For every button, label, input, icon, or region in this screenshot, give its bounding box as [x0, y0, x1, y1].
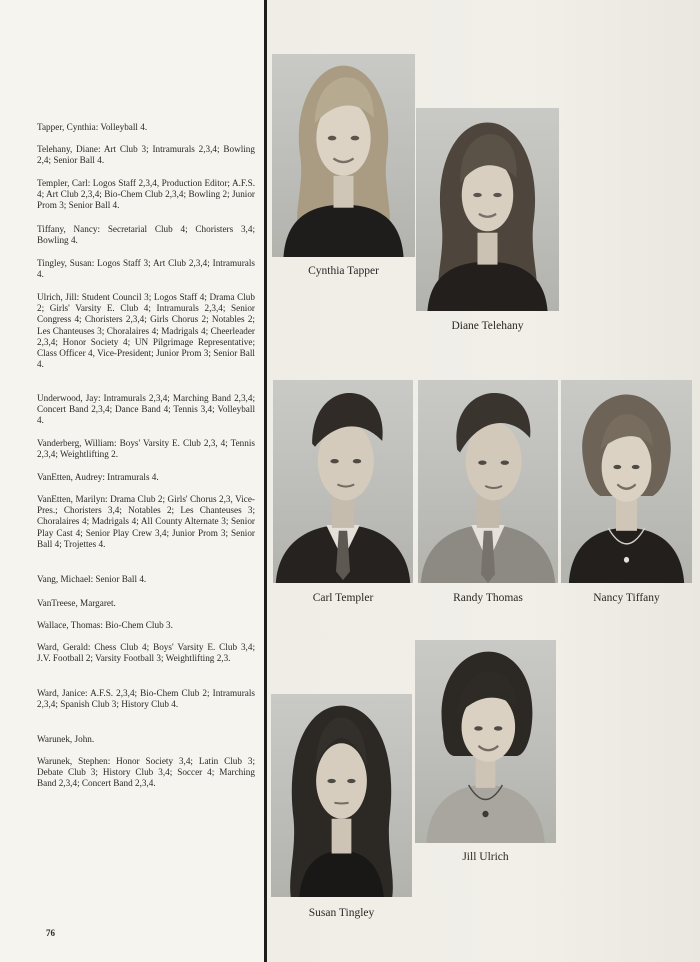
activity-entry: Telehany, Diane: Art Club 3; Intramurals 2,3,4; Bowling 2,4; Senior Ball 4. — [37, 144, 255, 166]
activity-entry: VanEtten, Audrey: Intramurals 4. — [37, 472, 159, 482]
portrait-photo — [416, 108, 559, 311]
portrait-photo — [415, 640, 556, 843]
portrait-photo — [418, 380, 558, 583]
portrait-caption: Cynthia Tapper — [308, 265, 379, 277]
activity-entry: Tapper, Cynthia: Volleyball 4. — [37, 122, 148, 132]
activity-entry: Ward, Gerald: Chess Club 4; Boys' Varsity E. Club 3,4; J.V. Football 2; Varsity Football 3; Weightlifting 2,3. — [37, 642, 255, 664]
portrait-caption: Carl Templer — [312, 592, 374, 604]
portrait-photo — [273, 380, 413, 583]
portrait-caption: Jill Ulrich — [462, 851, 509, 863]
portrait-photo — [561, 380, 692, 583]
activity-entry: Underwood, Jay: Intramurals 2,3,4; Marching Band 2,3,4; Concert Band 2,3,4; Dance Band 4; Tennis 3,4; Volleyball 4. — [37, 393, 255, 426]
page-number: 76 — [46, 928, 55, 938]
activity-entry: Vanderberg, William: Boys' Varsity E. Club 2,3, 4; Tennis 2,3,4; Weightlifting 2. — [37, 438, 255, 460]
portrait-photo — [272, 54, 415, 257]
activity-entry: Ulrich, Jill: Student Council 3; Logos Staff 4; Drama Club 2; Girls' Varsity E. Club 4; Intramurals 2,3,4; Senior Congress 4; Choristers 2,3,4; Girls Chorus 2; Notables 2; Les Chanteuses 3; Choralaires 4; Madrigals 4; Cheerleader 2,3,4; Honor Society 4; UN Pilgrimage Representative; Class Officer 4, Vice-President; Junior Prom 3; Senior Ball 4. — [37, 292, 255, 370]
portrait-caption: Nancy Tiffany — [593, 592, 660, 604]
activity-entry: Warunek, John. — [37, 734, 95, 744]
activity-entry: Warunek, Stephen: Honor Society 3,4; Latin Club 3; Debate Club 3; History Club 3,4; Soccer 4; Marching Band 2,3,4; Concert Band 2,3,4. — [37, 756, 255, 789]
activities-column — [0, 0, 264, 962]
activity-entry: Tingley, Susan: Logos Staff 3; Art Club 2,3,4; Intramurals 4. — [37, 258, 255, 280]
portrait-photo — [271, 694, 412, 897]
activity-entry: Vang, Michael: Senior Ball 4. — [37, 574, 147, 584]
activity-entry: Wallace, Thomas: Bio-Chem Club 3. — [37, 620, 173, 630]
portrait-caption: Susan Tingley — [308, 907, 375, 919]
activity-entry: Tiffany, Nancy: Secretarial Club 4; Choristers 3,4; Bowling 4. — [37, 224, 255, 246]
activity-entry: VanTreese, Margaret. — [37, 598, 116, 608]
activity-entry: Ward, Janice: A.F.S. 2,3,4; Bio-Chem Club 2; Intramurals 2,3,4; Spanish Club 3; History Club 4. — [37, 688, 255, 710]
activity-entry: Templer, Carl: Logos Staff 2,3,4, Production Editor; A.F.S. 4; Art Club 2,3,4; Bio-Chem Club 2,3,4; Bowling 2; Junior Prom 3; Senior Ball 4. — [37, 178, 255, 211]
activity-entry: VanEtten, Marilyn: Drama Club 2; Girls' Chorus 2,3, Vice-Pres.; Choristers 3,4; Notables 2; Les Chanteuses 3; Choralaires 4; Madrigals 4; All County Alternate 3; Senior Play Cast 4; Senior Play Crew 3,4; Junior Prom 3; Senior Ball 4; Trojettes 4. — [37, 494, 255, 549]
portrait-caption: Randy Thomas — [453, 592, 523, 604]
portrait-caption: Diane Telehany — [451, 320, 524, 332]
